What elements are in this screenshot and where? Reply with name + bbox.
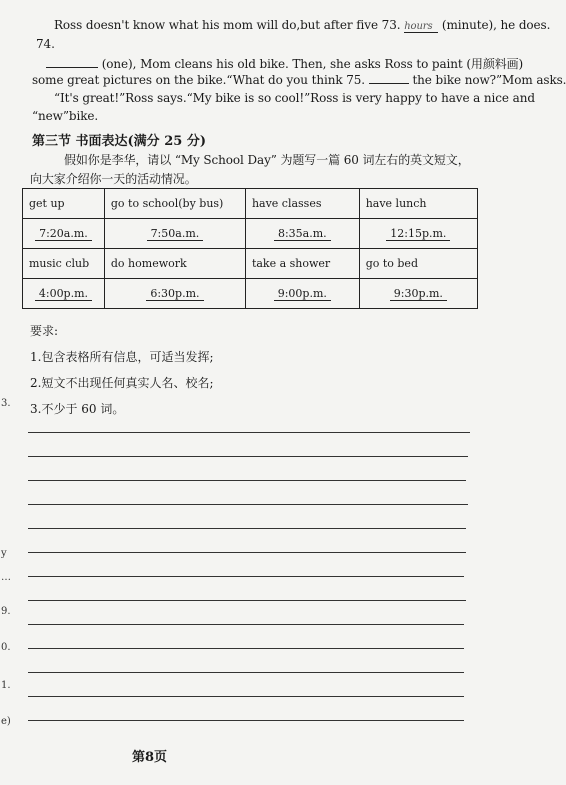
writing-line[interactable] <box>28 648 464 649</box>
blank-74[interactable] <box>46 67 98 68</box>
writing-line[interactable] <box>28 720 464 721</box>
writing-line[interactable] <box>28 600 466 601</box>
time-cell <box>104 219 245 249</box>
writing-line[interactable] <box>28 696 464 697</box>
margin-mark: y <box>1 548 7 559</box>
writing-line[interactable] <box>28 480 466 481</box>
time-value: 7:20a.m. <box>35 227 92 241</box>
passage-line-2 <box>36 37 55 51</box>
requirement-item: 2.短文不出现任何真实人名、校名; <box>30 376 214 390</box>
requirement-item: 1.包含表格所有信息，可适当发挥; <box>30 350 214 364</box>
passage-line-1-text: Ross doesn't know what his mom will do,but after five 73. <box>54 18 401 32</box>
time-value: 12:15p.m. <box>386 227 450 241</box>
time-value: 9:30p.m. <box>390 287 447 301</box>
activity-cell: music club <box>23 249 105 279</box>
margin-mark: e) <box>1 716 11 727</box>
writing-line[interactable] <box>28 432 470 433</box>
page-number: 第8页 <box>132 750 168 765</box>
writing-line[interactable] <box>28 528 466 529</box>
time-value: 4:00p.m. <box>35 287 92 301</box>
writing-line[interactable] <box>28 672 464 673</box>
passage-line-1 <box>54 18 550 33</box>
time-cell <box>23 279 105 309</box>
time-value: 6:30p.m. <box>146 287 203 301</box>
table-row <box>23 219 478 249</box>
requirements-heading: 要求: <box>30 324 59 338</box>
passage-line-2b <box>46 55 523 72</box>
activity-cell: go to bed <box>359 249 477 279</box>
table-row <box>23 189 478 219</box>
time-value: 8:35a.m. <box>274 227 331 241</box>
schedule-table <box>22 188 478 309</box>
passage-line-1-end: (minute), he does. <box>441 18 551 32</box>
table-row <box>23 279 478 309</box>
time-cell <box>104 279 245 309</box>
margin-mark: 1. <box>1 680 11 691</box>
margin-mark: 9. <box>1 606 11 617</box>
writing-line[interactable] <box>28 456 468 457</box>
writing-prompt-line-2: 向大家介绍你一天的活动情况。 <box>30 172 197 186</box>
writing-line[interactable] <box>28 624 464 625</box>
time-cell <box>245 279 359 309</box>
margin-mark: 3. <box>1 398 11 409</box>
blank-73-answer: hours <box>404 21 433 32</box>
margin-mark: 0. <box>1 642 11 653</box>
time-cell <box>23 219 105 249</box>
section-title: 第三节 书面表达(满分 25 分) <box>32 134 206 149</box>
activity-cell: get up <box>23 189 105 219</box>
writing-line[interactable] <box>28 552 466 553</box>
blank-75[interactable] <box>369 83 409 84</box>
passage-line-2-text: (one), Mom cleans his old bike. Then, she asks Ross to paint (用颜料画) <box>101 57 524 71</box>
question-number-74: 74. <box>36 37 55 51</box>
time-cell <box>359 219 477 249</box>
time-cell <box>245 219 359 249</box>
passage-line-3-end: the bike now?”Mom asks. <box>412 73 566 87</box>
passage-line-5: “new”bike. <box>32 109 99 123</box>
activity-cell: take a shower <box>245 249 359 279</box>
writing-prompt-line-1: 假如你是李华，请以 “My School Day” 为题写一篇 60 词左右的英文短文， <box>64 153 470 167</box>
writing-line[interactable] <box>28 576 464 577</box>
table-row <box>23 249 478 279</box>
requirement-item: 3.不少于 60 词。 <box>30 402 125 416</box>
margin-mark: … <box>1 572 11 583</box>
time-value: 7:50a.m. <box>147 227 204 241</box>
activity-cell: have lunch <box>359 189 477 219</box>
passage-line-3 <box>32 73 566 87</box>
activity-cell: go to school(by bus) <box>104 189 245 219</box>
blank-73[interactable] <box>404 18 438 33</box>
time-value: 9:00p.m. <box>274 287 331 301</box>
activity-cell: have classes <box>245 189 359 219</box>
passage-line-3-text: some great pictures on the bike.“What do you think 75. <box>32 73 366 87</box>
activity-cell: do homework <box>104 249 245 279</box>
passage-line-4: “It's great!”Ross says.“My bike is so cool!”Ross is very happy to have a nice and <box>54 91 535 105</box>
writing-line[interactable] <box>28 504 468 505</box>
time-cell <box>359 279 477 309</box>
